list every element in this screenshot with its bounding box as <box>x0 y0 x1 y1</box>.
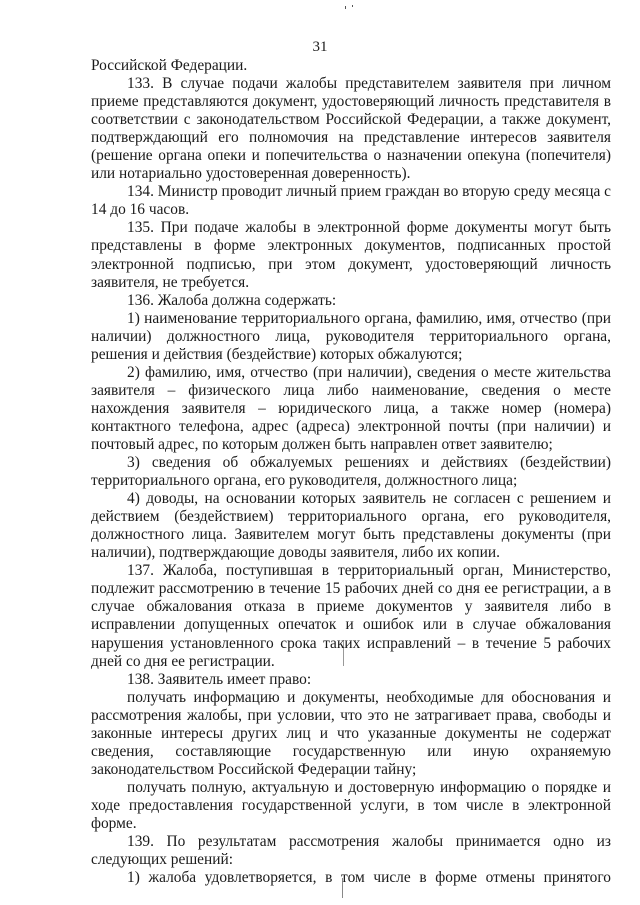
paragraph: 1) жалоба удовлетворяется, в том числе в форме отмены принятого <box>127 869 611 887</box>
scan-mark <box>352 5 353 7</box>
page-number: 31 <box>312 39 328 55</box>
paragraph: 139. По результатам рассмотрения жалобы принимается одно из следующих решений: <box>91 833 611 869</box>
paragraph: 136. Жалоба должна содержать: <box>127 291 337 309</box>
paragraph: 4) доводы, на основании которых заявитель не согласен с решением и действием (бездействием) территориального органа, его руководителя, должностного лица. Заявителем могут быть представлены документы (при наличии), подтверждающие доводы заявителя, либо их копии. <box>91 490 611 562</box>
paragraph: 135. При подаче жалобы в электронной форме документы могут быть представлены в форме электронных документов, подписанных простой электронной подписью, при этом документ, удостоверяющий личность заявителя, не требуется. <box>91 219 611 291</box>
scan-mark <box>345 6 346 9</box>
paragraph: получать полную, актуальную и достоверную информацию о порядке и ходе предоставления государственной услуги, в том числе в электронной форме. <box>91 778 611 832</box>
paragraph: 2) фамилию, имя, отчество (при наличии), сведения о месте жительства заявителя – физического лица либо наименование, сведения о месте нахождения заявителя – юридического лица, а также номер (номера) контактного телефона, адрес (адреса) электронной почты (при наличии) и почтовый адрес, по которым должен быть направлен ответ заявителю; <box>91 363 611 453</box>
document-body <box>91 57 611 887</box>
paragraph: 3) сведения об обжалуемых решениях и действиях (бездействии) территориального органа, его руководителя, должностного лица; <box>91 454 611 490</box>
paragraph: 137. Жалоба, поступившая в территориальный орган, Министерство, подлежит рассмотрению в течение 15 рабочих дней со дня ее регистрации, а в случае обжалования отказа в приеме документов у заявителя либо в исправлении допущенных опечаток и ошибок или в случае обжалования нарушения установленного срока таких исправлений – в течение 5 рабочих дней со дня ее регистрации. <box>91 562 611 670</box>
paragraph: 1) наименование территориального органа, фамилию, имя, отчество (при наличии) должностного лица, руководителя территориального органа, решения и действия (бездействие) которых обжалуются; <box>91 309 611 363</box>
paragraph: 134. Министр проводит личный прием граждан во вторую среду месяца с 14 до 16 часов. <box>91 183 611 219</box>
paragraph: 133. В случае подачи жалобы представителем заявителя при личном приеме представляются документ, удостоверяющий личность представителя в соответствии с законодательством Российской Федерации, а также документ, подтверждающий его полномочия на представление интересов заявителя (решение органа опеки и попечительства о назначении опекуна (попечителя) или нотариально удостоверенная доверенность). <box>91 75 611 183</box>
paragraph: Российской Федерации. <box>91 57 248 74</box>
paragraph: 138. Заявитель имеет право: <box>127 670 312 688</box>
paragraph: получать информацию и документы, необходимые для обоснования и рассмотрения жалобы, при условии, что это не затрагивает права, свободы и законные интересы других лиц и что указанные документы не содержат сведения, составляющие государственную или иную охраняемую законодательством Российской Федерации тайну; <box>91 688 611 778</box>
